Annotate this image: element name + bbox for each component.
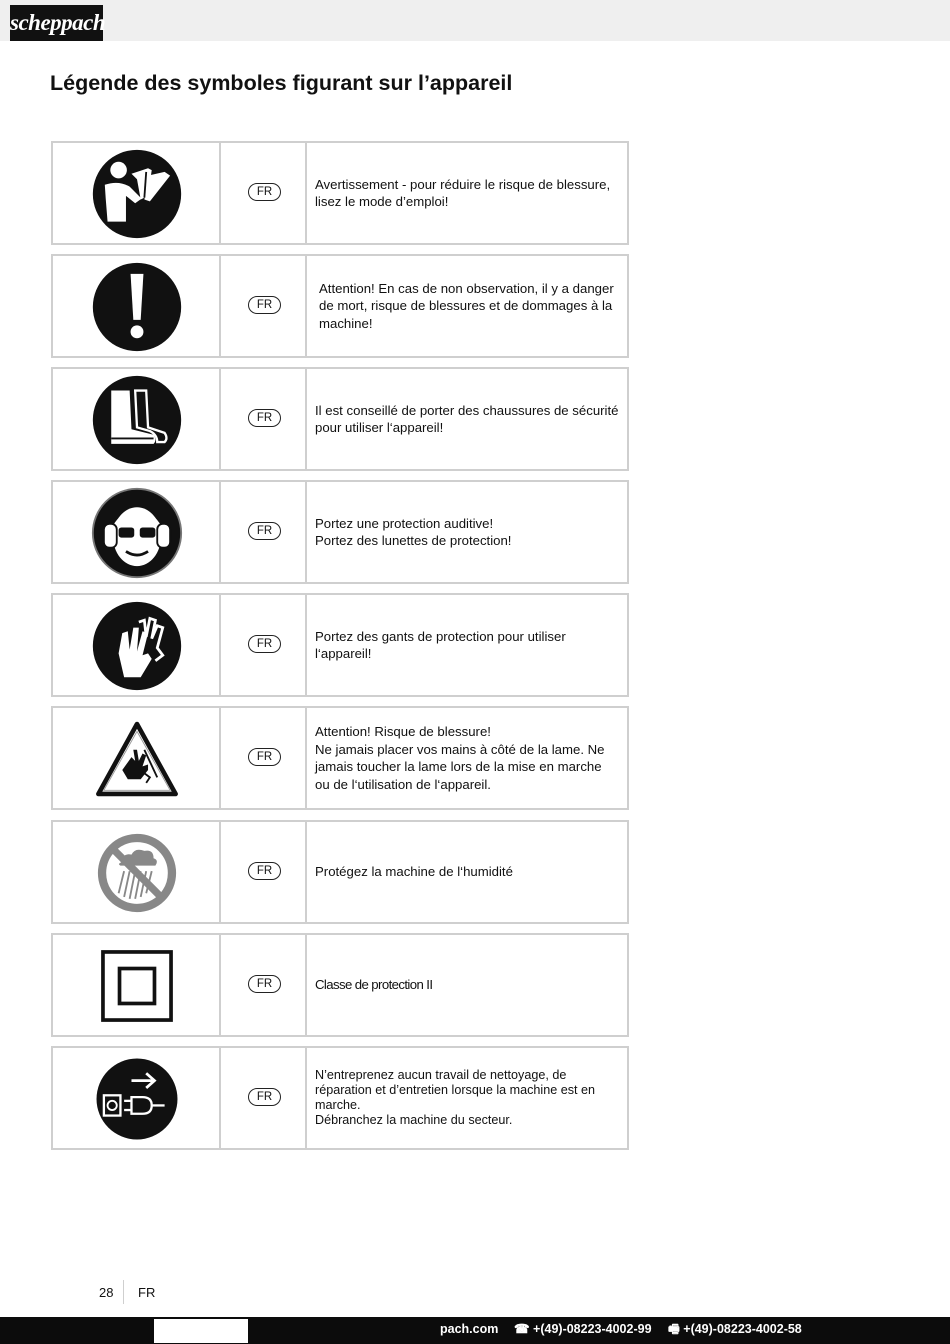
- symbol-row: [51, 480, 629, 584]
- footer-divider: [123, 1280, 124, 1304]
- lang-badge: FR: [248, 296, 281, 314]
- protection-class-ii-icon: [91, 940, 183, 1032]
- symbol-description: Attention! Risque de blessure! Ne jamais placer vos mains à côté de la lame. Ne jamais toucher la lame lors de la mise en marche ou de l‘utilisation de l‘appareil.: [315, 724, 605, 792]
- lang-badge: FR: [248, 975, 281, 993]
- scheppach-logo: scheppach: [10, 5, 103, 41]
- lang-badge: FR: [248, 409, 281, 427]
- phone-number: ☎ +(49)-08223-4002-99: [514, 1322, 652, 1336]
- symbol-row: [51, 141, 629, 245]
- symbol-description: Protégez la machine de l‘humidité: [315, 864, 513, 880]
- symbol-description: Avertissement - pour réduire le risque de blessure, lisez le mode d’emploi!: [315, 176, 611, 209]
- ear-eye-protection-icon: [91, 487, 183, 579]
- symbol-row: [51, 367, 629, 471]
- hand-cut-warning-icon: [91, 713, 183, 805]
- symbol-description: Attention! En cas de non observation, il y a danger de mort, risque de blessures et de dommages à la machine!: [319, 280, 614, 331]
- top-bar: [0, 0, 950, 41]
- symbol-description: Classe de protection II: [315, 977, 433, 993]
- page-title: Légende des symboles figurant sur l’appareil: [50, 71, 513, 95]
- lang-badge: FR: [248, 635, 281, 653]
- symbol-description: Portez une protection auditive! Portez des lunettes de protection!: [315, 515, 512, 548]
- page-number: 28: [99, 1285, 114, 1300]
- read-manual-icon: [91, 148, 183, 240]
- exclamation-icon: [91, 261, 183, 353]
- gloves-icon: [91, 600, 183, 692]
- symbol-row: [51, 706, 629, 810]
- unplug-icon: [91, 1053, 183, 1145]
- symbol-row: [51, 593, 629, 697]
- symbol-row: [51, 254, 629, 358]
- fax-number: 🖷 +(49)-08223-4002-58: [668, 1322, 802, 1336]
- page-language: FR: [138, 1285, 156, 1300]
- no-rain-icon: [91, 827, 183, 919]
- symbol-row: [51, 820, 629, 924]
- footer-white-box: [154, 1319, 248, 1343]
- symbol-row: [51, 933, 629, 1037]
- symbol-description: Il est conseillé de porter des chaussures de sécurité pour utiliser l‘appareil!: [315, 402, 619, 435]
- lang-badge: FR: [248, 183, 281, 201]
- lang-badge: FR: [248, 862, 281, 880]
- symbol-description: Portez des gants de protection pour utiliser l‘appareil!: [315, 628, 566, 661]
- lang-badge: FR: [248, 522, 281, 540]
- symbol-description: N’entreprenez aucun travail de nettoyage, de réparation et d’entretien lorsque la machine est en marche. Débranchez la machine du secteur.: [315, 1068, 596, 1127]
- lang-badge: FR: [248, 748, 281, 766]
- website-link[interactable]: pach.com: [440, 1322, 499, 1336]
- lang-badge: FR: [248, 1088, 281, 1106]
- symbol-row: [51, 1046, 629, 1150]
- safety-boots-icon: [91, 374, 183, 466]
